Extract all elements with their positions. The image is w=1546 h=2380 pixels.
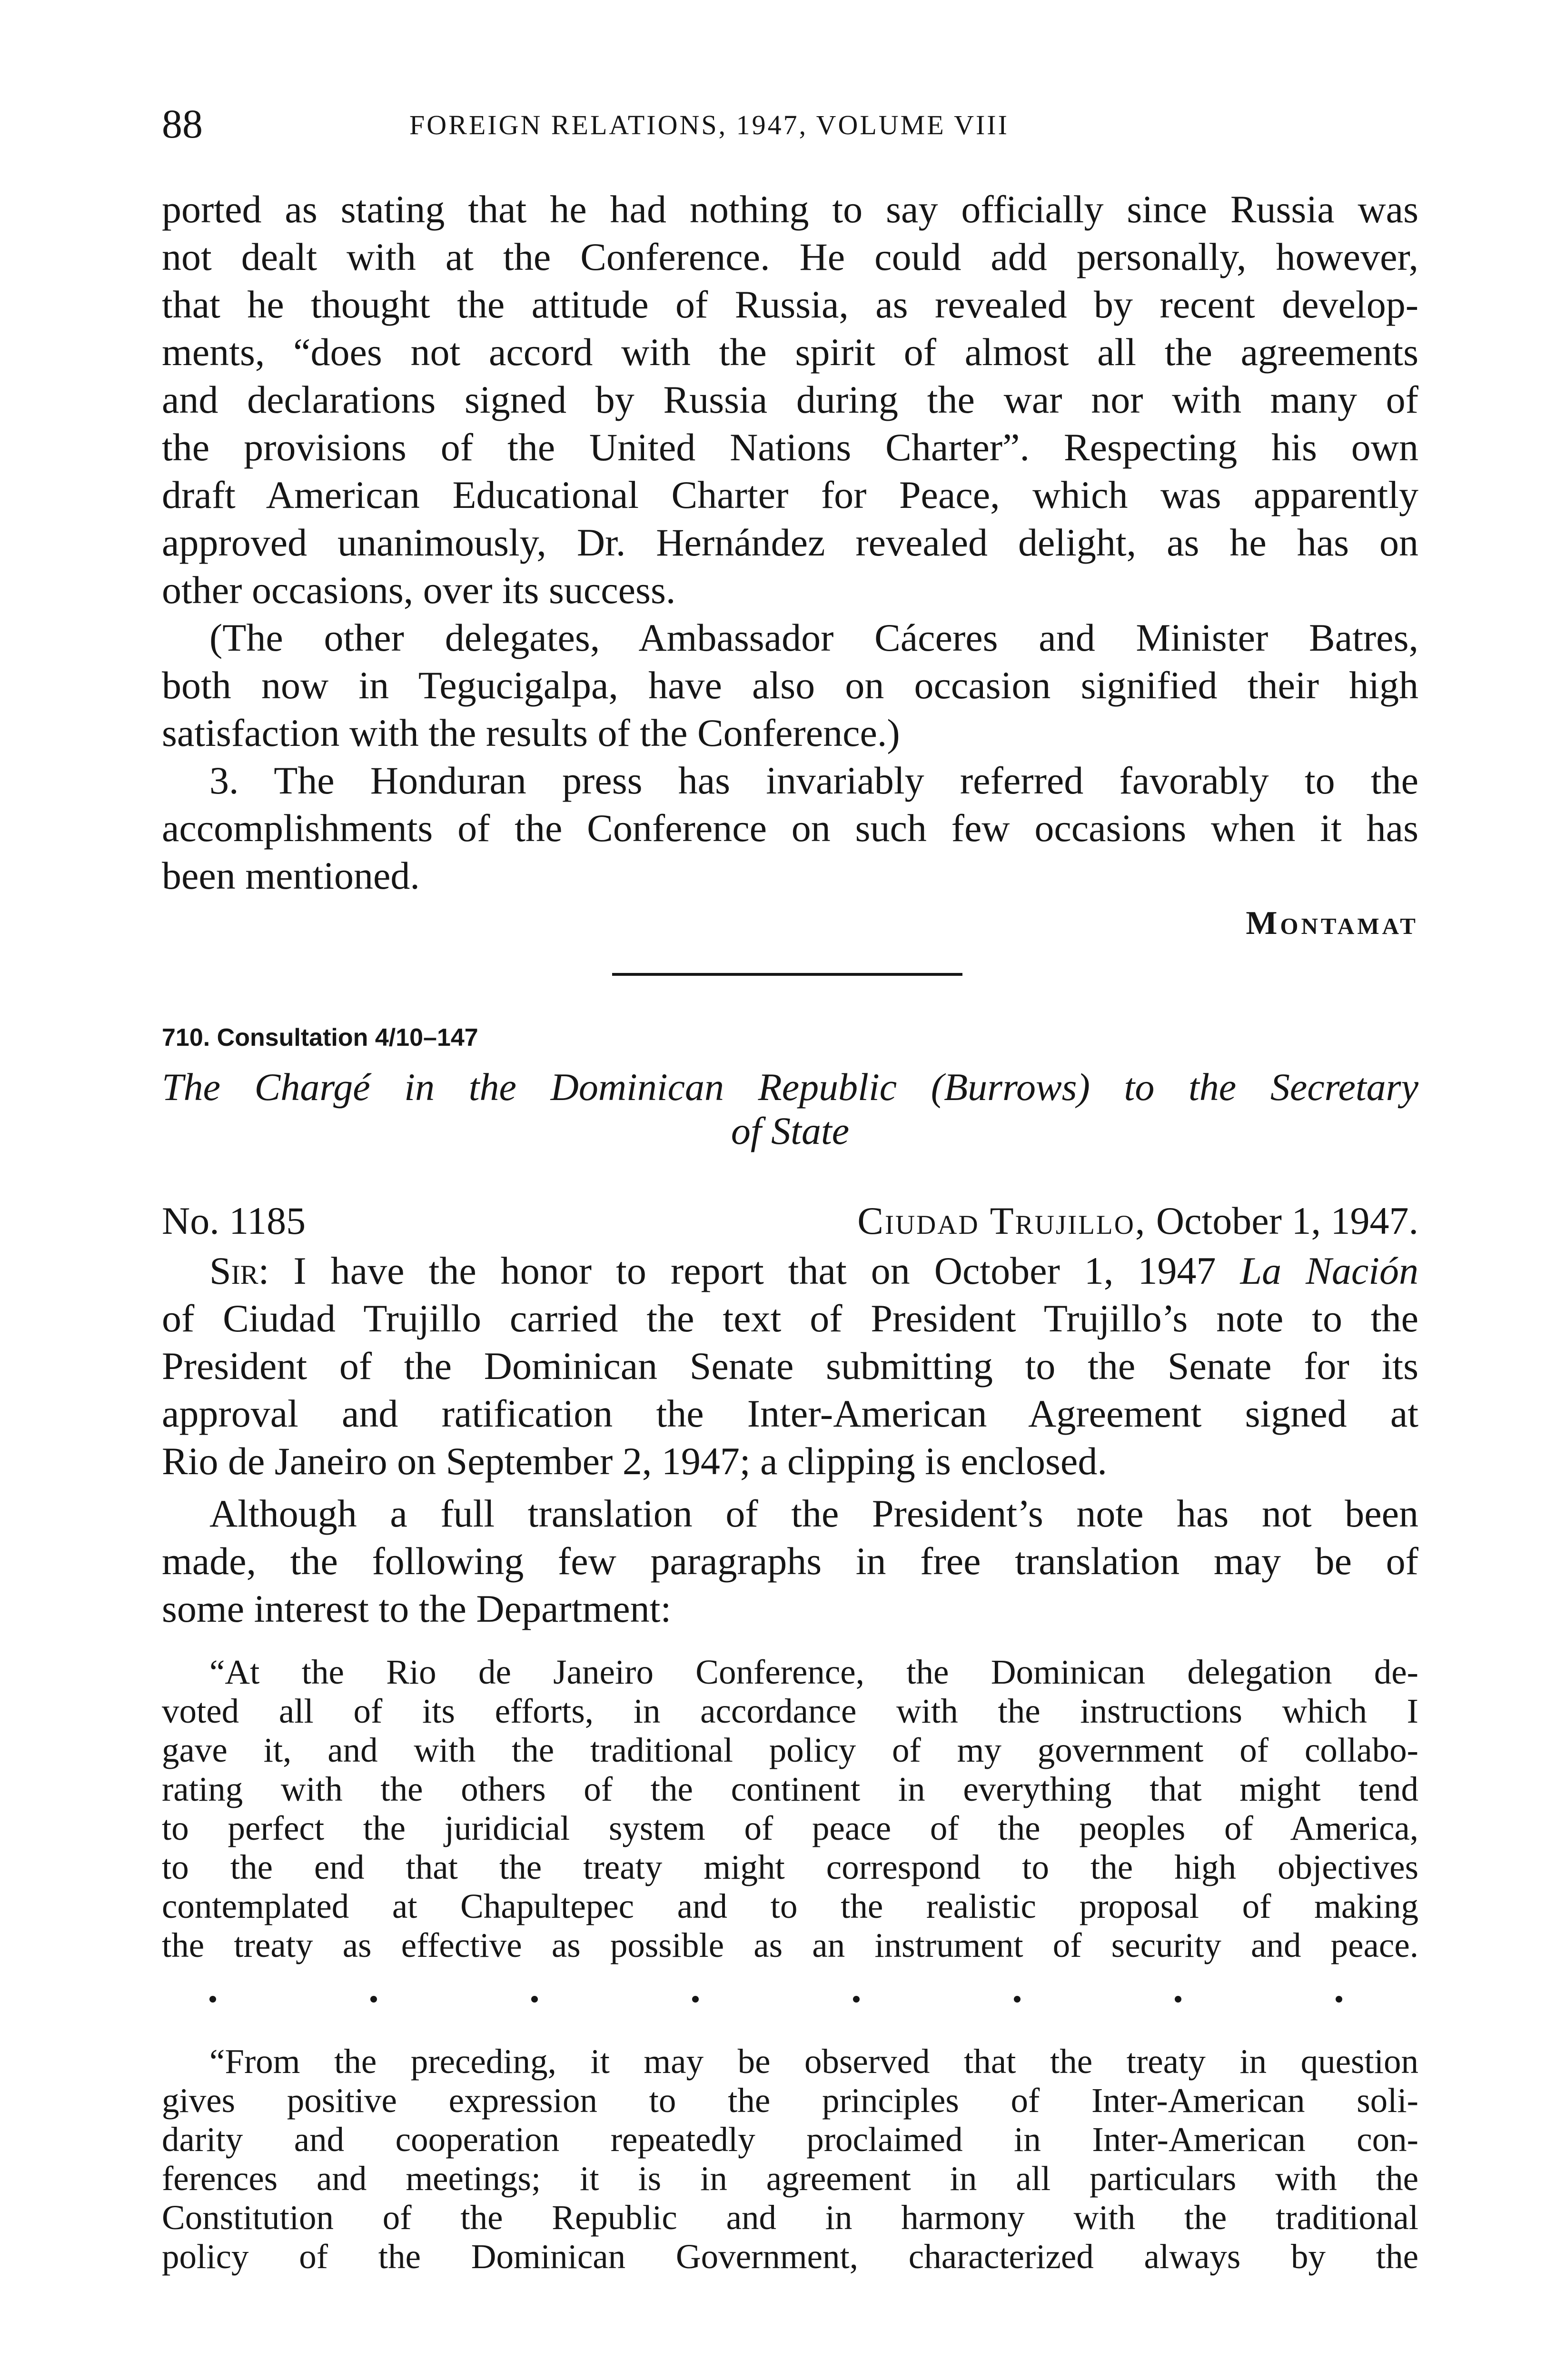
- dateline-place: Ciudad Trujillo,: [857, 1199, 1147, 1242]
- paragraph-line: approved unanimously, Dr. Hernández revealed delight, as he has on: [162, 521, 1418, 564]
- ellipsis-dot: [1175, 1996, 1181, 2003]
- paragraph-line: draft American Educational Charter for Peace, which was apparently: [162, 473, 1418, 516]
- ellipsis-dot: [853, 1996, 860, 2003]
- paragraph-line: approval and ratification the Inter-American Agreement signed at: [162, 1392, 1418, 1435]
- paragraph-line: 3. The Honduran press has invariably referred favorably to the: [209, 759, 1418, 802]
- quote-line: darity and cooperation repeatedly proclaimed in Inter-American con-: [162, 2120, 1418, 2159]
- section-divider: [612, 973, 962, 976]
- paragraph-line: of Ciudad Trujillo carried the text of President Trujillo’s note to the: [162, 1297, 1418, 1340]
- quote-line: gives positive expression to the principles of Inter-American soli-: [162, 2081, 1418, 2120]
- ellipsis-dot: [1336, 1996, 1342, 2003]
- quote-line: rating with the others of the continent in everything that might tend: [162, 1770, 1418, 1808]
- page-number: 88: [162, 101, 203, 147]
- paragraph-line: that he thought the attitude of Russia, as revealed by recent develop-: [162, 283, 1418, 326]
- quote-line: the treaty as effective as possible as an instrument of security and peace.: [162, 1926, 1418, 1964]
- quote-line: “From the preceding, it may be observed that the treaty in question: [209, 2042, 1418, 2081]
- newspaper-title: La Nación: [1240, 1249, 1418, 1292]
- paragraph-line: been mentioned.: [162, 854, 420, 897]
- ellipsis-dot: [692, 1996, 699, 2003]
- document-title-line: of State: [731, 1109, 850, 1152]
- paragraph-line: made, the following few paragraphs in free translation may be of: [162, 1539, 1418, 1583]
- paragraph-line: (The other delegates, Ambassador Cáceres and Minister Batres,: [209, 616, 1418, 659]
- paragraph-line: and declarations signed by Russia during the war nor with many of: [162, 378, 1418, 421]
- paragraph-text: I have the honor to report that on October 1, 1947: [293, 1249, 1216, 1292]
- paragraph-line: accomplishments of the Conference on such few occasions when it has: [162, 806, 1418, 850]
- paragraph-line: Although a full translation of the President’s note has not been: [209, 1492, 1418, 1535]
- dateline-date: October 1, 1947.: [1156, 1199, 1418, 1242]
- ellipsis-dot: [531, 1996, 538, 2003]
- quote-line: policy of the Dominican Government, characterized always by the: [162, 2237, 1418, 2276]
- ellipsis-dot: [1014, 1996, 1021, 2003]
- paragraph-line: ported as stating that he had nothing to say officially since Russia was: [162, 188, 1418, 231]
- dateline: [857, 1197, 1418, 1245]
- quote-line: “At the Rio de Janeiro Conference, the Dominican delegation de-: [209, 1653, 1418, 1691]
- paragraph-line: some interest to the Department:: [162, 1587, 672, 1630]
- paragraph-line: both now in Tegucigalpa, have also on occasion signified their high: [162, 664, 1418, 707]
- file-reference: 710. Consultation 4/10–147: [162, 1024, 478, 1051]
- document-title-line: The Chargé in the Dominican Republic (Burrows) to the Secretary: [162, 1065, 1418, 1109]
- paragraph-line: President of the Dominican Senate submitting to the Senate for its: [162, 1344, 1418, 1388]
- ellipsis-row: [209, 1990, 1342, 2009]
- paragraph-line: not dealt with at the Conference. He could add personally, however,: [162, 235, 1418, 278]
- paragraph-line: [209, 1247, 1418, 1295]
- paragraph-line: Rio de Janeiro on September 2, 1947; a clipping is enclosed.: [162, 1439, 1107, 1483]
- quote-line: to perfect the juridicial system of peace of the peoples of America,: [162, 1809, 1418, 1847]
- running-title: FOREIGN RELATIONS, 1947, VOLUME VIII: [409, 109, 1009, 140]
- despatch-number: No. 1185: [162, 1199, 306, 1242]
- quote-line: Constitution of the Republic and in harmony with the traditional: [162, 2198, 1418, 2237]
- quote-line: voted all of its efforts, in accordance with the instructions which I: [162, 1692, 1418, 1730]
- paragraph-line: the provisions of the United Nations Charter”. Respecting his own: [162, 426, 1418, 469]
- quote-line: ferences and meetings; it is in agreement in all particulars with the: [162, 2159, 1418, 2198]
- paragraph-line: other occasions, over its success.: [162, 568, 676, 612]
- quote-line: gave it, and with the traditional policy of my government of collabo-: [162, 1731, 1418, 1769]
- paragraph-line: satisfaction with the results of the Conference.): [162, 711, 900, 754]
- ellipsis-dot: [209, 1996, 216, 2003]
- quote-line: to the end that the treaty might correspond to the high objectives: [162, 1848, 1418, 1886]
- paragraph-line: ments, “does not accord with the spirit of almost all the agreements: [162, 330, 1418, 374]
- signature: Montamat: [1246, 905, 1418, 942]
- quote-line: contemplated at Chapultepec and to the realistic proposal of making: [162, 1887, 1418, 1925]
- salutation: Sir:: [209, 1249, 269, 1292]
- ellipsis-dot: [370, 1996, 377, 2003]
- running-head: [162, 98, 1418, 150]
